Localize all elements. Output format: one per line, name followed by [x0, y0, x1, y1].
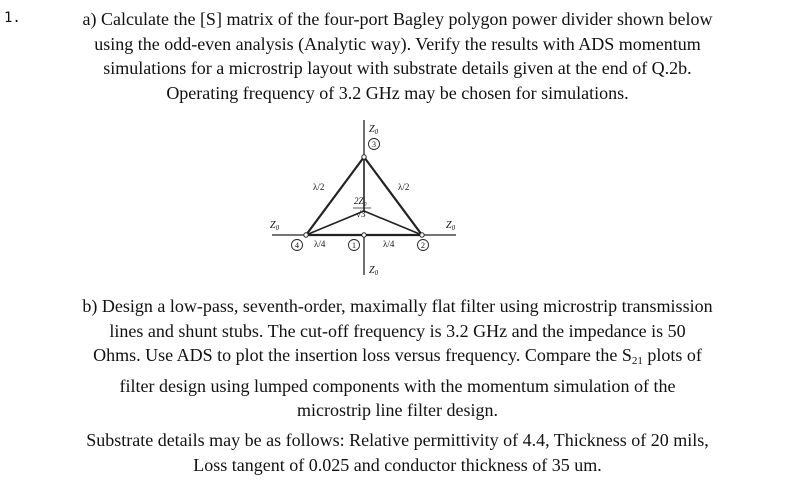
part-a-line: Operating frequency of 3.2 GHz may be chosen for simulations.: [166, 82, 629, 103]
port-4-number: 4: [295, 241, 299, 250]
lambda-half-left-label: λ/2: [313, 182, 325, 192]
lambda-quarter-right-label: λ/4: [383, 239, 395, 249]
part-a-line: a) Calculate the [S] matrix of the four-port Bagley polygon power divider shown below: [82, 9, 713, 29]
substrate-line: Loss tangent of 0.025 and conductor thickness of 35 um.: [193, 454, 602, 475]
z0-label-right: $Z_0$: [446, 220, 456, 232]
s21-subscript: 21: [631, 355, 643, 367]
node-top: [362, 155, 366, 159]
center-impedance-denominator: √3: [356, 209, 366, 219]
lambda-quarter-left-label: λ/4: [314, 239, 326, 249]
node-left: [304, 233, 308, 237]
z0-label-left: $Z_0$: [270, 220, 280, 232]
part-b-line-text: Ohms. Use ADS to plot the insertion loss versus frequency. Compare the S: [93, 345, 632, 365]
port-2-number: 2: [421, 241, 425, 250]
node-right: [420, 233, 424, 237]
part-b-line: [20, 343, 775, 374]
substrate-details-text: [20, 428, 775, 477]
lambda-half-right-label: λ/2: [398, 182, 410, 192]
center-impedance-numerator: $2Z_0$: [354, 196, 367, 208]
part-b-line: b) Design a low-pass, seventh-order, maximally flat filter using microstrip transmission: [82, 296, 713, 316]
node-bottom: [362, 233, 366, 237]
substrate-line: Substrate details may be as follows: Relative permittivity of 4.4, Thickness of 20 mils,: [86, 430, 709, 450]
question-number: 1.: [4, 10, 21, 26]
port-3-number: 3: [372, 140, 376, 149]
port-1-number: 1: [352, 241, 356, 250]
part-b-line-text: plots of: [642, 345, 702, 365]
part-b-line: filter design using lumped components with the momentum simulation of the: [119, 375, 676, 396]
part-b-line: microstrip line filter design.: [297, 400, 498, 420]
part-a-line: simulations for a microstrip layout with substrate details given at the end of Q.2b.: [103, 58, 692, 78]
part-a-text: [20, 7, 775, 105]
part-b-text: [20, 294, 775, 423]
z0-label-bottom: $Z_0$: [369, 265, 379, 277]
bagley-divider-figure: [250, 115, 480, 285]
part-a-line: using the odd-even analysis (Analytic way). Verify the results with ADS momentum: [94, 33, 701, 54]
part-b-line: lines and shunt stubs. The cut-off frequency is 3.2 GHz and the impedance is 50: [109, 320, 686, 341]
z0-label-top: $Z_0$: [369, 124, 379, 136]
